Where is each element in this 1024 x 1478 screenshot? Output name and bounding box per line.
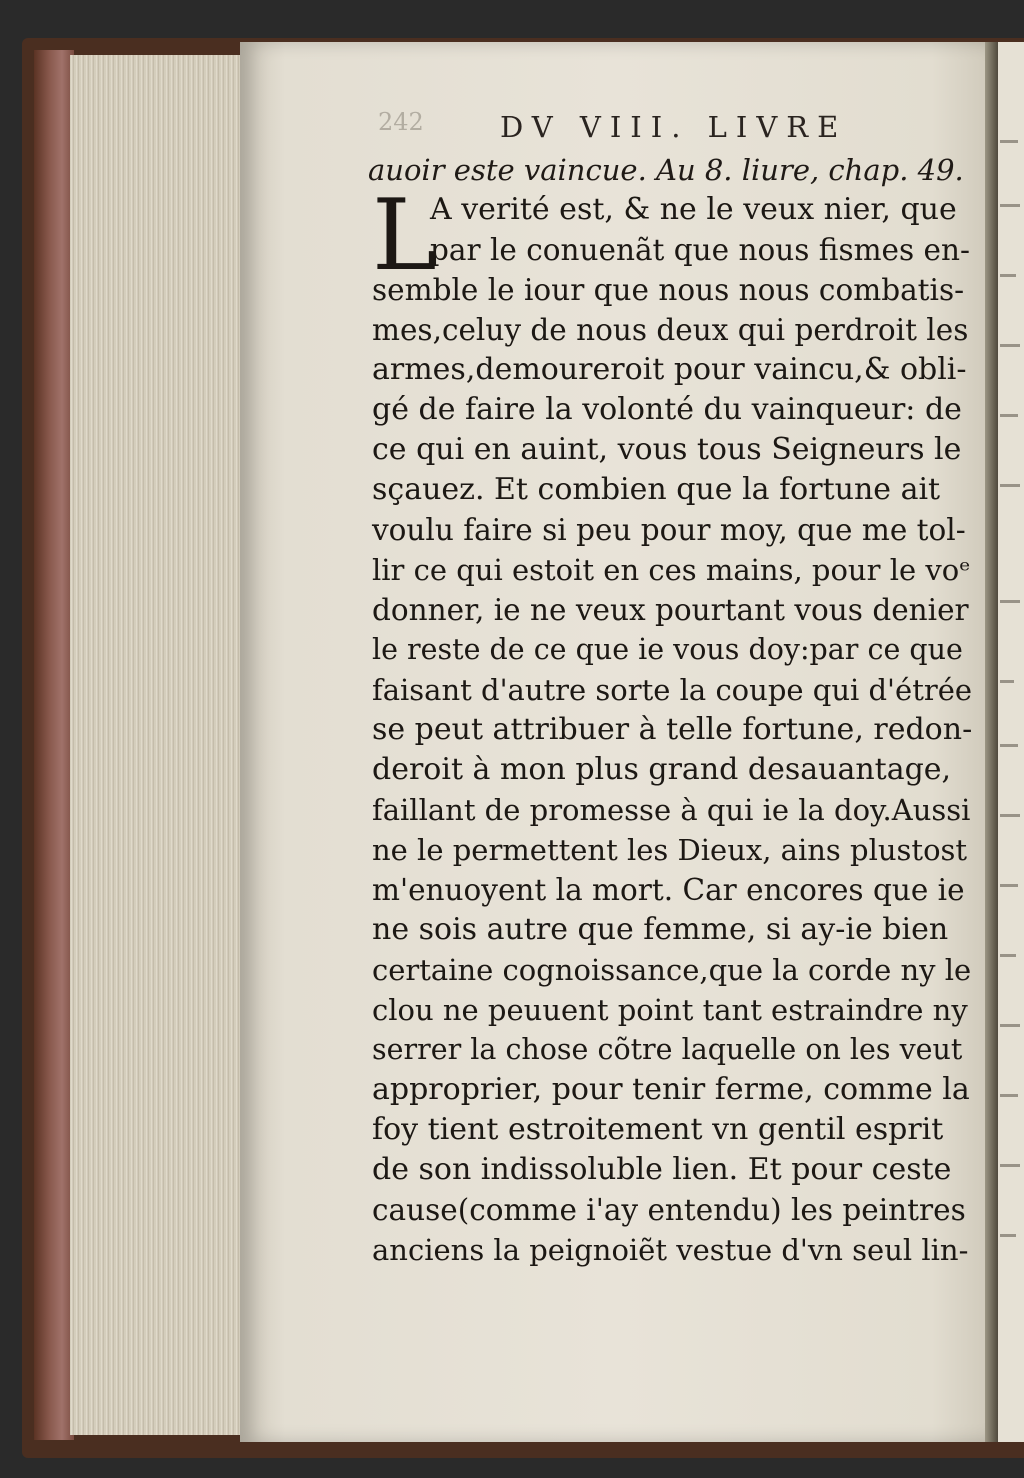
drop-cap: L: [372, 179, 438, 293]
next-page-text-fragment: [1000, 484, 1020, 487]
next-page-text-fragment: [1000, 600, 1020, 603]
text-line: ne sois autre que femme, si ay-ie bien: [372, 912, 949, 947]
chapter-reference-line: auoir este vaincue. Au 8. liure, chap. 49.: [368, 153, 964, 187]
text-line: lir ce qui estoit en ces mains, pour le voᵉ: [372, 553, 971, 587]
text-line: serrer la chose cõtre laquelle on les veut: [372, 1033, 963, 1066]
text-line: donner, ie ne veux pourtant vous denier: [372, 593, 969, 627]
next-page-text-fragment: [1000, 1234, 1016, 1237]
text-line: deroit à mon plus grand desauantage,: [372, 752, 952, 787]
page-number: 242: [378, 108, 424, 136]
right-page-sliver: [998, 42, 1024, 1442]
next-page-text-fragment: [1000, 954, 1016, 957]
next-page-text-fragment: [1000, 1024, 1020, 1027]
text-line: de son indissoluble lien. Et pour ceste: [372, 1152, 952, 1187]
book-gutter: [985, 42, 999, 1442]
text-line: clou ne peuuent point tant estraindre ny: [372, 993, 968, 1027]
cover-edge: [34, 50, 74, 1440]
text-line: sçauez. Et combien que la fortune ait: [372, 472, 941, 507]
text-line: cause(comme i'ay entendu) les peintres: [372, 1193, 966, 1227]
text-line: armes,demoureroit pour vaincu,& obli-: [372, 352, 967, 387]
text-line: ne le permettent les Dieux, ains plustost: [372, 833, 968, 867]
next-page-text-fragment: [1000, 344, 1020, 347]
text-line: semble le iour que nous nous combatis-: [372, 273, 965, 307]
text-line: gé de faire la volonté du vainqueur: de: [372, 392, 962, 427]
next-page-text-fragment: [1000, 140, 1018, 143]
text-line: m'enuoyent la mort. Car encores que ie: [372, 873, 965, 907]
text-line: A verité est, & ne le veux nier, que: [430, 192, 957, 227]
text-line: se peut attribuer à telle fortune, redon-: [372, 712, 973, 747]
text-line: faisant d'autre sorte la coupe qui d'étrée: [372, 673, 973, 707]
next-page-text-fragment: [1000, 884, 1018, 887]
next-page-text-fragment: [1000, 1094, 1018, 1097]
text-line: foy tient estroitement vn gentil esprit: [372, 1112, 944, 1147]
text-line: approprier, pour tenir ferme, comme la: [372, 1072, 970, 1107]
next-page-text-fragment: [1000, 1164, 1020, 1167]
next-page-text-fragment: [1000, 414, 1018, 417]
text-line: certaine cognoissance,que la corde ny le: [372, 953, 972, 987]
text-line: faillant de promesse à qui ie la doy.Aussi: [372, 793, 971, 827]
text-line: voulu faire si peu pour moy, que me tol-: [372, 513, 966, 547]
text-line: anciens la peignoiẽt vestue d'vn seul lin-: [372, 1233, 969, 1267]
next-page-text-fragment: [1000, 744, 1018, 747]
page-edges: [70, 55, 250, 1435]
text-line: le reste de ce que ie vous doy:par ce que: [372, 633, 963, 666]
text-line: mes,celuy de nous deux qui perdroit les: [372, 313, 969, 347]
running-head: DV VIII. LIVRE: [500, 110, 848, 144]
text-line: ce qui en auint, vous tous Seigneurs le: [372, 432, 962, 467]
next-page-text-fragment: [1000, 274, 1016, 277]
next-page-text-fragment: [1000, 204, 1020, 207]
next-page-text-fragment: [1000, 814, 1020, 817]
text-line: par le conuenãt que nous fismes en-: [430, 233, 970, 267]
next-page-text-fragment: [1000, 680, 1014, 683]
